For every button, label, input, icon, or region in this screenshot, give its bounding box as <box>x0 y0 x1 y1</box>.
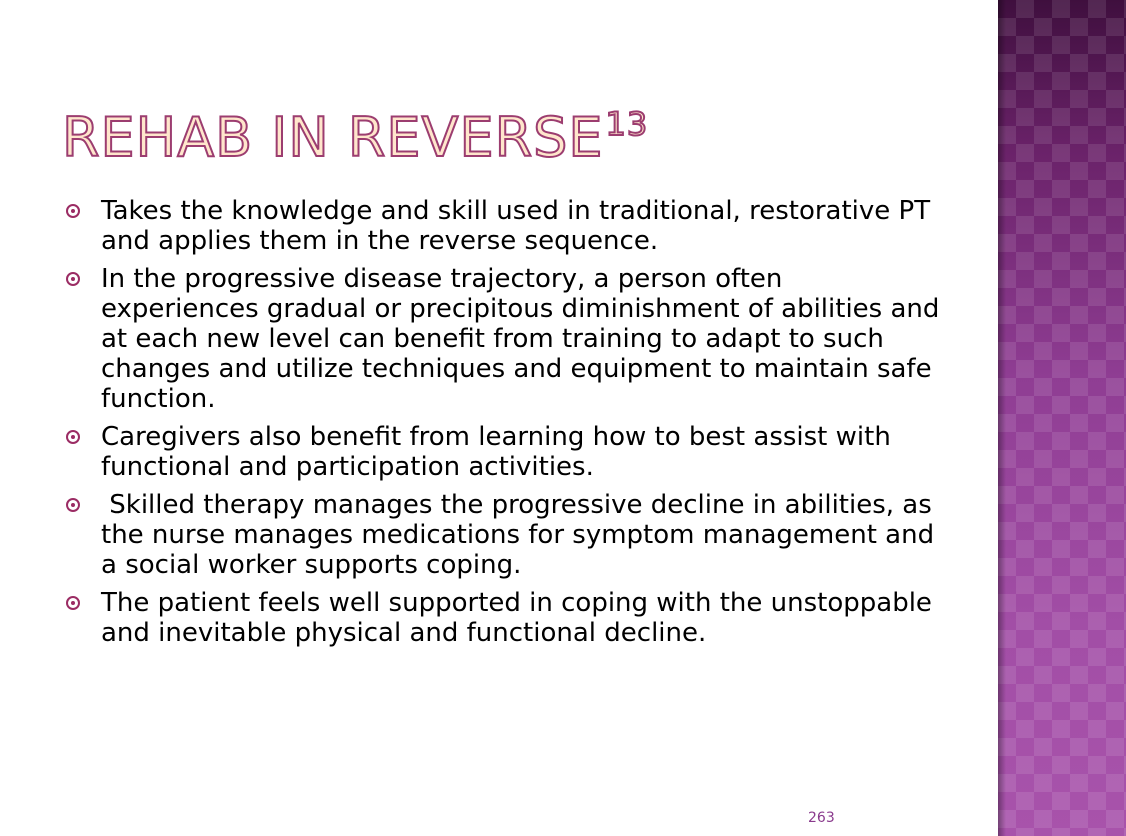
bullet-text: The patient feels well supported in coping with the unstoppable and inevitable physical and functional decline. <box>101 588 932 648</box>
title-superscript: 13 <box>605 105 649 143</box>
decorative-side-panel <box>998 0 1126 836</box>
bullet-text: Caregivers also benefit from learning how to best assist with functional and participation activities. <box>101 422 891 482</box>
bullet-item <box>66 588 946 648</box>
slide-title-text: REHAB IN REVERSE <box>62 106 604 169</box>
bullet-item <box>66 264 946 414</box>
bullet-text: In the progressive disease trajectory, a person often experiences gradual or precipitous diminishment of abilities and at each new level can benefit from training to adapt to such changes and utilize techniques and equipment to maintain safe function. <box>101 264 940 414</box>
bullet-item <box>66 490 946 580</box>
bullet-text: Takes the knowledge and skill used in traditional, restorative PT and applies them in the reverse sequence. <box>101 196 931 256</box>
page-number: 263 <box>808 810 835 826</box>
circle-dot-bullet-icon <box>66 272 80 286</box>
slide-title <box>62 105 649 169</box>
bullet-item <box>66 422 946 482</box>
circle-dot-bullet-icon <box>66 498 80 512</box>
circle-dot-bullet-icon <box>66 596 80 610</box>
bullet-list <box>66 196 946 656</box>
bullet-text: Skilled therapy manages the progressive decline in abilities, as the nurse manages medications for symptom management and a social worker supports coping. <box>101 490 943 580</box>
circle-dot-bullet-icon <box>66 204 80 218</box>
circle-dot-bullet-icon <box>66 430 80 444</box>
bullet-item <box>66 196 946 256</box>
